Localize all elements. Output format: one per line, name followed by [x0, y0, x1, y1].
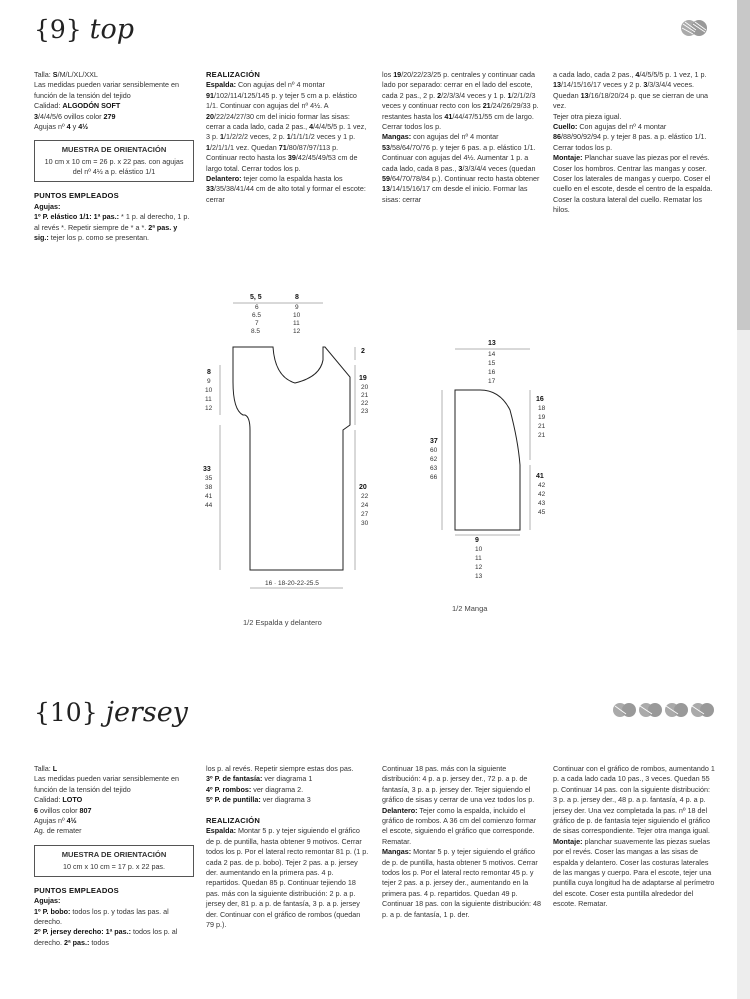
dim-label: 10 [293, 312, 301, 319]
dim-label: 6 [255, 304, 259, 311]
intro-line: Agujas nº 4½ [34, 816, 77, 826]
dim-label: 2 [361, 348, 365, 355]
dim-label: 37 [430, 438, 438, 445]
intro-line: Ag. de remater [34, 826, 82, 836]
dim-label: 16 [536, 396, 544, 403]
dim-label: 11 [475, 555, 482, 562]
pattern-10-column-4: Continuar con el gráfico de rombos, aumentando 1 p. a cada lado cada 10 pas., 3 veces. Quedan 55 p. Continuar 14 pas. con la siguiente distribución: 3 p. a p. jersey der., 48 p. a p. fantasía, 4 p. a p. jersey der. Una vez completada la pas. nº 18 del gráfico de p. de fantasía tejer siguiendo el gráfico de sisas correspondiente. Tejer otra manga igual. Montaje: planchar suavemente las piezas suelas por el revés. Coser las mangas a las sisas de espalda y delantero. Coser las costuras laterales de las mangas y cuerpo. Para el escote, tejer una puntilla cuya longitud ha de adaptarse al perímetro del escote. Coser esta puntilla alrededor del escote. Rematar. [553, 764, 715, 909]
intro-line: 6 ovillos color 807 [34, 805, 92, 815]
dim-label: 20 [359, 484, 367, 491]
dim-label: 15 [488, 360, 496, 367]
dim-label: 24 [361, 502, 369, 509]
dim-label: 38 [205, 484, 213, 491]
dim-label: 42 [538, 482, 546, 489]
dim-label: 6.5 [252, 312, 262, 319]
dim-label: 16 · 18-20-22-25.5 [265, 580, 319, 587]
pattern-9-column-3: los 19/20/22/23/25 p. centrales y continuar cada lado por separado: cerrar en el lado del escote, cada 2 pas., 2 p. 2/2/3/3/4 veces y 1 p. 1/2/1/2/3 veces y continuar recto con los 21/24/26/29/33 p. restantes hasta los 41/44/47/51/55 cm de largo. Cerrar todos los p. Mangas: con agujas del nº 4 montar 53/58/64/70/76 p. y tejer 6 pas. a p. elástico 1/1. Continuar con agujas del 4½. Aumentar 1 p. a cada lado, cada 8 pas., 3/3/3/4/4 veces (quedan 59/64/70/78/84 p.). Continuar recto hasta obtener 13/14/15/16/17 cm desde el inicio. Formar las sisas: cerrar [382, 70, 540, 204]
yarn-balls-icon [612, 701, 714, 719]
page-side-margin [737, 330, 750, 999]
stitches-text: Agujas: 1º P. elástico 1/1: 1ª pas.: * 1 p. al derecho, 1 p. al revés *. Repetir siempre de * a *. 2ª pas. y sig.: tejer los p. como se presentan. [34, 201, 190, 243]
dim-label: 11 [293, 320, 300, 327]
pattern-10-column-3: Continuar 18 pas. más con la siguiente distribución: 4 p. a p. jersey der., 72 p. a p. de fantasía, 3 p. a p. jersey der. Tejer siguiendo el gráfico de sisas y cerrar de una vez todos los p. Delantero: Tejer como la espalda, incluido el gráfico de rombos. A 36 cm del comienzo formar el escote, siguiendo el gráfico que corresponde. Rematar. Mangas: Montar 5 p. y tejer siguiendo el gráfico de p. de puntilla, hasta obtener 5 motivos. Cerrar todos los p. Por el lateral recto remontar 45 p. y tejer 2 pas. a p. jersey der., aumentando en la primera pas. 4 p. repartidos. Quedan 49 p. Continuar 18 pas. con la siguiente distribución: 48 p. a p. de fantasía, 1 p. der. [382, 764, 542, 919]
dim-label: 22 [361, 493, 369, 500]
dim-label: 27 [361, 511, 369, 518]
gauge-title: MUESTRA DE ORIENTACIÓN [61, 145, 167, 155]
dim-label: 10 [475, 546, 483, 553]
dim-label: 13 [488, 340, 496, 347]
dim-label: 30 [361, 520, 369, 527]
dim-label: 21 [538, 432, 546, 439]
pattern-name: jersey [105, 697, 188, 728]
dim-label: 14 [488, 351, 496, 358]
dim-label: 44 [205, 502, 213, 509]
dim-label: 16 [488, 369, 496, 376]
pattern-number: {9} [34, 15, 82, 44]
front-back-schematic [195, 285, 395, 635]
dim-label: 41 [536, 473, 544, 480]
dim-label: 7 [255, 320, 259, 327]
stitches-title: PUNTOS EMPLEADOS [34, 885, 119, 895]
gauge-box [34, 845, 194, 877]
dim-label: 35 [205, 475, 213, 482]
dim-label: 66 [430, 474, 438, 481]
body-outline [233, 347, 350, 570]
dim-label: 8.5 [251, 328, 261, 335]
pattern-9-column-2: REALIZACIÓN Espalda: Con agujas del nº 4 montar 91/102/114/125/145 p. y tejer 5 cm a p. elástico 1/1. Continuar con agujas del nº 4½. A 20/22/24/27/30 cm del inicio formar las sisas: cerrar a cada lado, cada 2 pas., 4/4/4/5/5 p. 1 vez, 3 p. 1/1/2/2/2 veces, 2 p. 1/1/1/1/2 veces y 1 p. 1/2/1/1/1 vez. Quedan 71/80/87/97/113 p. Continuar recto hasta los 39/42/45/49/53 cm de largo total. Cerrar todos los p. Delantero: tejer como la espalda hasta los 33/35/38/41/44 cm de alto total y formar el escote: cerrar [206, 70, 367, 204]
dim-label: 62 [430, 456, 438, 463]
yarn-ball-icon [680, 19, 708, 37]
dim-label: 21 [361, 392, 369, 399]
front-back-caption: 1/2 Espalda y delantero [243, 618, 322, 627]
intro-line: Agujas nº 4 y 4½ [34, 122, 89, 132]
intro-line: Calidad: ALGODÓN SOFT [34, 101, 121, 111]
intro-line: Talla: L [34, 764, 58, 773]
dim-label: 8 [207, 369, 211, 376]
pattern-number: {10} [34, 698, 98, 727]
gauge-text: 10 cm x 10 cm = 26 p. x 22 pas. con agujas del nº 4½ a p. elástico 1/1 [44, 157, 184, 177]
pattern-9-title [34, 14, 134, 45]
dim-label: 33 [203, 466, 211, 473]
pattern-name: top [89, 14, 135, 45]
pattern-10-title [34, 697, 188, 728]
pattern-9-intro [34, 70, 194, 243]
intro-line: Las medidas pueden variar sensiblemente en función de la tensión del tejido [34, 774, 180, 794]
gauge-title: MUESTRA DE ORIENTACIÓN [61, 849, 167, 859]
dim-label: 22 [361, 400, 369, 407]
dim-label: 12 [475, 564, 483, 571]
intro-line: Las medidas pueden variar sensiblemente en función de la tensión del tejido [34, 80, 180, 100]
page-side-tab [737, 0, 750, 330]
gauge-text: 10 cm x 10 cm = 17 p. x 22 pas. [62, 861, 166, 871]
dim-label: 9 [475, 537, 479, 544]
dim-label: 18 [538, 405, 546, 412]
intro-line: 3/4/4/5/6 ovillos color 279 [34, 111, 116, 121]
dim-label: 12 [293, 328, 301, 335]
dim-label: 20 [361, 384, 369, 391]
pattern-10-column-2: los p. al revés. Repetir siempre estas dos pas. 3º P. de fantasía: ver diagrama 1 4º P. rombos: ver diagrama 2. 5º P. de puntilla: ver diagrama 3 REALIZACIÓN Espalda: Montar 5 p. y tejer siguiendo el gráfico de p. de puntilla, hasta obtener 9 motivos. Cerrar todos los p. Por el lateral recto remontar 81 p. (1 p. cada 2 pas. de p. bobo). Tejer 2 pas. a p. jersey der. aumentando en la primera pas. 4 p. repartidos. Quedan 85 p. Continuar tejiendo 18 pas. más con la siguiente distribución: 2 p. a p. jersey der, 81 p. a p. de fantasía, 3 p. a p. jersey der. Continuar con el gráfico de rombos (quedan 79 p.). [206, 764, 369, 930]
dim-label: 42 [538, 491, 546, 498]
dim-label: 9 [207, 378, 211, 385]
gauge-box [34, 140, 194, 182]
dim-label: 23 [361, 408, 369, 415]
dim-label: 19 [538, 414, 546, 421]
dim-label: 63 [430, 465, 438, 472]
dim-label: 43 [538, 500, 546, 507]
stitches-text: Agujas: 1º P. bobo: todos los p. y todas las pas. al derecho. 2º P. jersey derecho: 1ª pas.: todos los p. al derecho. 2ª pas.: todos [34, 896, 178, 947]
dim-label: 45 [538, 509, 546, 516]
pattern-10-intro [34, 764, 194, 948]
sleeve-caption: 1/2 Manga [452, 604, 488, 613]
dim-label: 5, 5 [250, 294, 262, 301]
dim-label: 41 [205, 493, 213, 500]
pattern-9-column-4: a cada lado, cada 2 pas., 4/4/5/5/5 p. 1 vez, 1 p. 13/14/15/16/17 veces y 2 p. 3/3/3/4/4 veces. Quedan 13/16/18/20/24 p. que se cierran de una vez. Tejer otra pieza igual. Cuello: Con agujas del nº 4 montar 86/88/90/92/94 p. y tejer 8 pas. a p. elástico 1/1. Cerrar todos los p. Montaje: Planchar suave las piezas por el revés. Coser los hombros. Centrar las mangas y coser. Coser los laterales de mangas y cuerpo. Coser el cuello en el escote, desde el centro de la espalda. Coser la costura lateral del cuello. Rematar los hilos. [553, 70, 713, 215]
stitches-title: PUNTOS EMPLEADOS [34, 191, 119, 201]
intro-line: Talla: S/M/L/XL/XXL [34, 70, 98, 79]
dim-label: 10 [205, 387, 213, 394]
dim-label: 12 [205, 405, 213, 412]
dim-label: 9 [295, 304, 299, 311]
dim-label: 11 [205, 396, 212, 403]
dim-label: 21 [538, 423, 546, 430]
dim-label: 60 [430, 447, 438, 454]
intro-line: Calidad: LOTO [34, 795, 83, 805]
dim-label: 17 [488, 378, 496, 385]
dim-label: 8 [295, 294, 299, 301]
dim-label: 13 [475, 573, 483, 580]
dim-label: 19 [359, 375, 367, 382]
sleeve-schematic [420, 335, 580, 595]
sleeve-outline [455, 390, 520, 530]
